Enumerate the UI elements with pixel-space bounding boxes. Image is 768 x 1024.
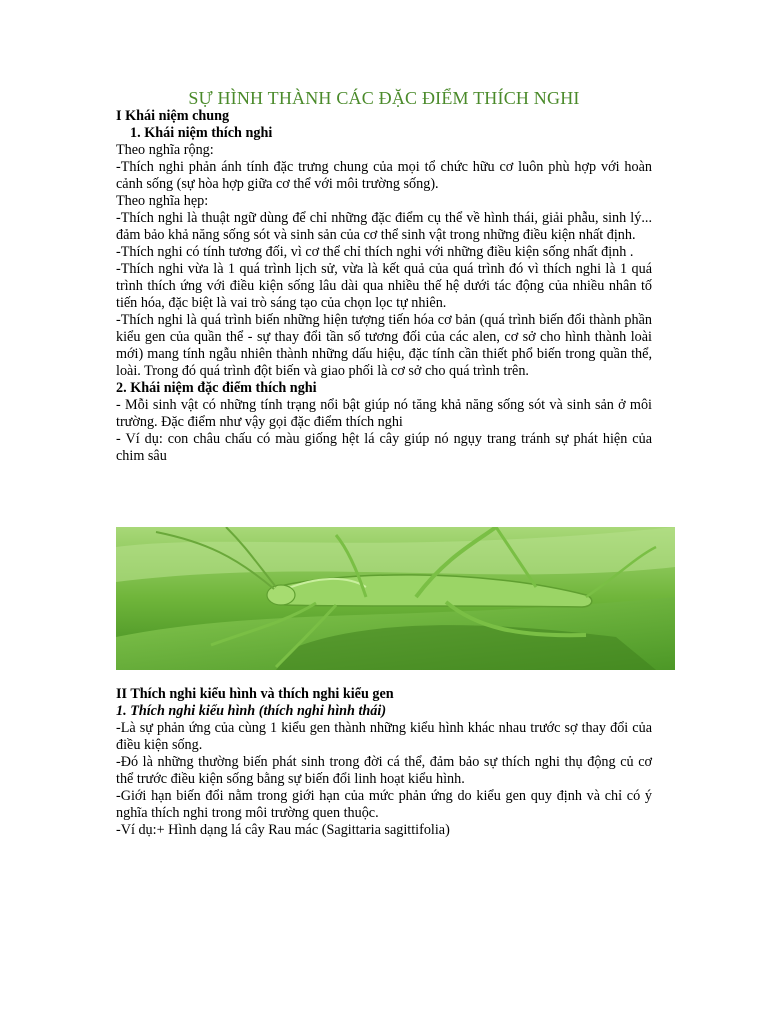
- narrow-paragraph-2: -Thích nghi có tính tương đối, vì cơ thể chỉ thích nghi với những điều kiện sống nhất định .: [116, 244, 634, 260]
- section-2: [116, 686, 652, 839]
- subsection-2-heading: 2. Khái niệm đặc điểm thích nghi: [116, 380, 317, 396]
- subsection-2-paragraph-1: - Mỗi sinh vật có những tính trạng nổi bật giúp nó tăng khả năng sống sót và sinh sản ở môi trường. Đặc điểm như vậy gọi đặc điểm thích nghi: [116, 397, 652, 430]
- narrow-paragraph-4: -Thích nghi là quá trình biến những hiện tượng tiến hóa cơ bản (quá trình biến đổi thành phần kiểu gen của quần thể - sự thay đổi tần số tương đối của các alen, cơ sở cho hình thành loài mới) mang tính ngẫu nhiên thành những dấu hiệu, đặc tính cần thiết phổ biến trong quần thể, loài. Trong đó quá trình đột biến và giao phối là cơ sở cho quá trình trên.: [116, 312, 652, 379]
- section-2-paragraph-1: -Là sự phản ứng của cùng 1 kiểu gen thành những kiểu hình khác nhau trước sợ thay đổi của điều kiện sống.: [116, 720, 652, 753]
- section-2-subheading: 1. Thích nghi kiểu hình (thích nghi hình thái): [116, 703, 387, 719]
- section-1-heading: I Khái niệm chung: [116, 108, 230, 124]
- narrow-label: Theo nghĩa hẹp:: [116, 193, 209, 209]
- subsection-2-paragraph-2: - Ví dụ: con châu chấu có màu giống hệt lá cây giúp nó ngụy trang tránh sự phát hiện của chim sâu: [116, 431, 652, 464]
- narrow-paragraph-1: -Thích nghi là thuật ngữ dùng để chỉ những đặc điểm cụ thể về hình thái, giải phẫu, sinh lý... đảm bảo khả năng sống sót và sinh sản của cơ thể sinh vật trong những điều kiện nhất định.: [116, 210, 652, 243]
- section-1: [116, 108, 652, 465]
- broad-text: -Thích nghi phản ánh tính đặc trưng chung của mọi tổ chức hữu cơ luôn phù hợp với hoàn cảnh sống (sự hòa hợp giữa cơ thể với môi trường sống).: [116, 159, 652, 192]
- narrow-paragraph-3: -Thích nghi vừa là 1 quá trình lịch sử, vừa là kết quả của quá trình đó vì thích nghi là 1 quá trình thích ứng với điều kiện sống lâu dài qua nhiều thế hệ dưới tác động của nhiều nhân tố tiến hóa, đặc biệt là vai trò sáng tạo của chọn lọc tự nhiên.: [116, 261, 652, 311]
- section-2-paragraph-4: -Ví dụ:+ Hình dạng lá cây Rau mác (Sagittaria sagittifolia): [116, 822, 450, 838]
- broad-label: Theo nghĩa rộng:: [116, 142, 214, 158]
- section-2-heading: II Thích nghi kiểu hình và thích nghi kiểu gen: [116, 686, 394, 702]
- subsection-1-heading: 1. Khái niệm thích nghi: [130, 125, 273, 141]
- section-2-paragraph-2: -Đó là những thường biến phát sinh trong đời cá thể, đảm bảo sự thích nghi thụ động củ cơ thể trước điều kiện sống bằng sự biến đổi linh hoạt kiểu hình.: [116, 754, 652, 787]
- document-title: SỰ HÌNH THÀNH CÁC ĐẶC ĐIỂM THÍCH NGHI: [188, 88, 580, 108]
- grasshopper-photo: [116, 527, 675, 670]
- section-2-paragraph-3: -Giới hạn biến đổi nằm trong giới hạn của mức phản ứng do kiểu gen quy định và chỉ có ý nghĩa thích nghi trong môi trường quen thuộc.: [116, 788, 652, 821]
